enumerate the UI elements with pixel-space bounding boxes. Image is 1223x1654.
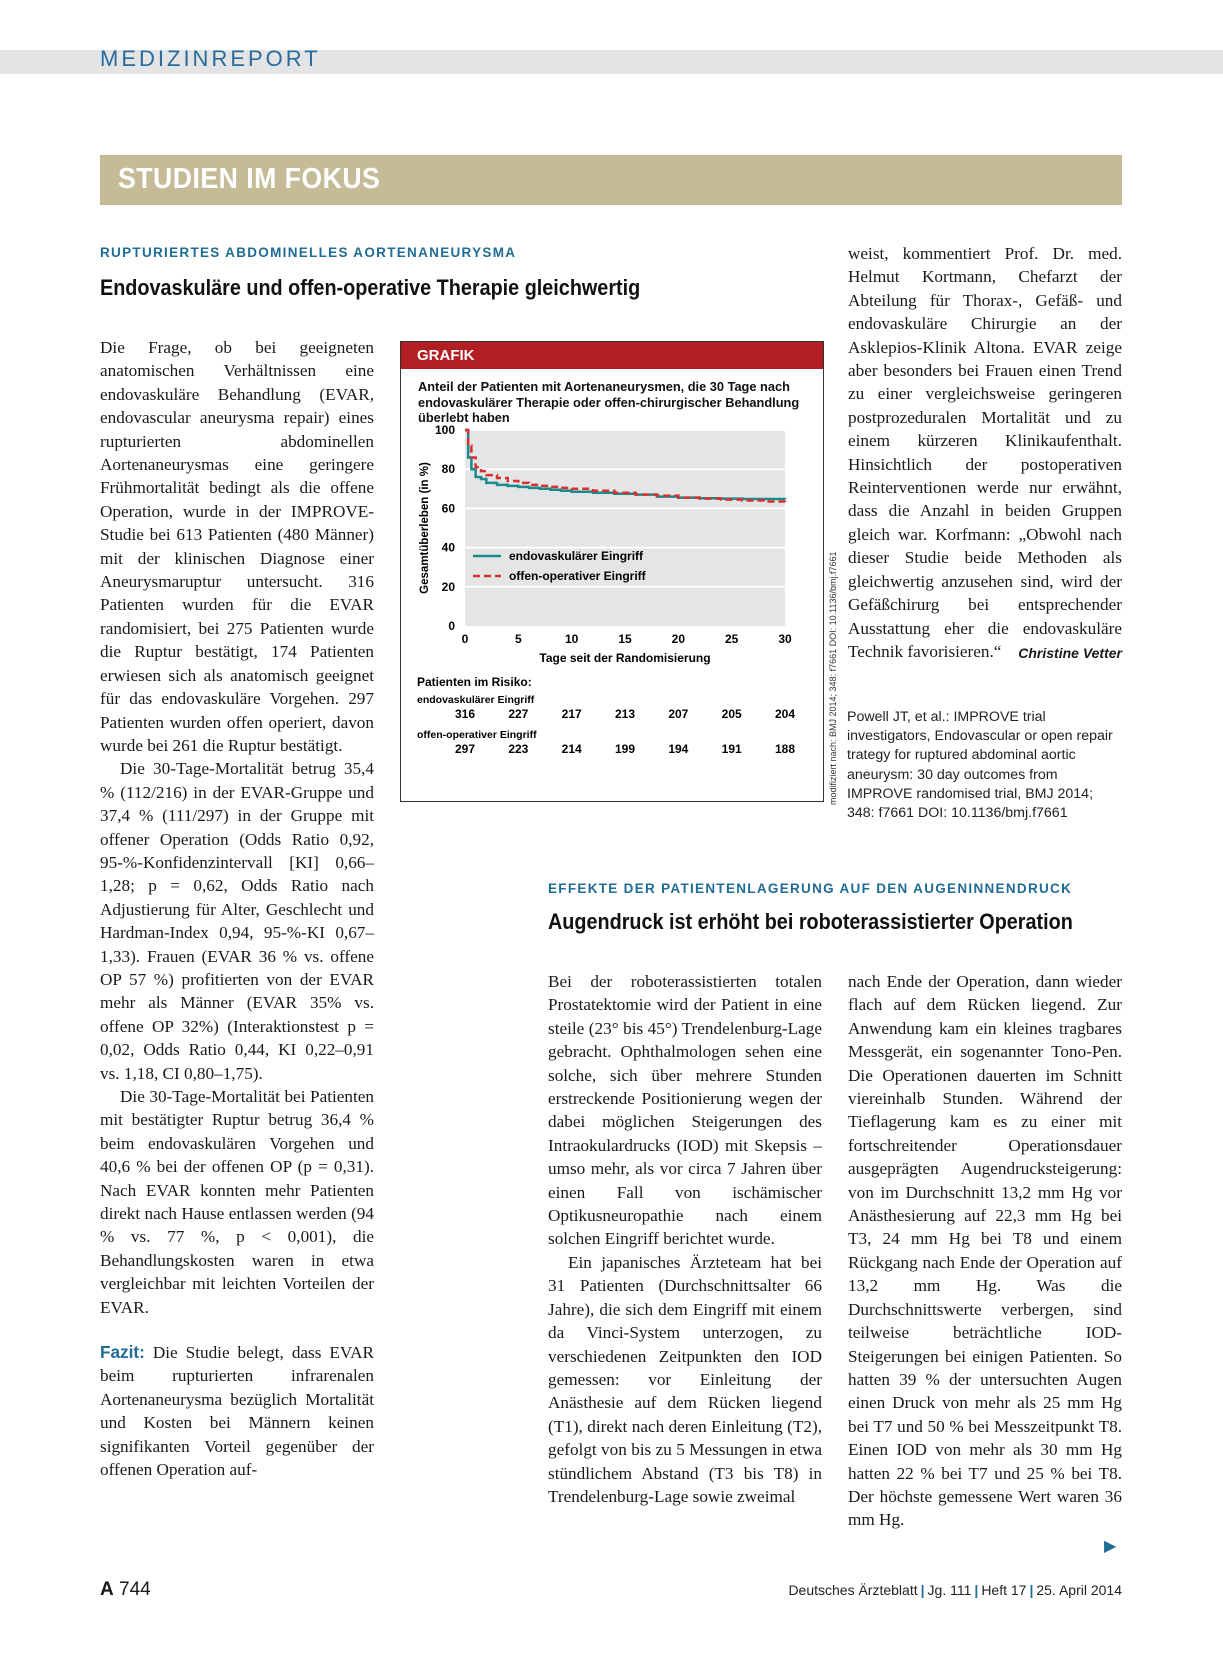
article1-paragraph: Die 30-Tage-Mortalität bei Patienten mit bestätigter Ruptur betrug 36,4 % beim endovaskulären Vorgehen und 40,6 % bei der offenen OP (p = 0,31). Nach EVAR konnten mehr Patienten direkt nach Hause entlassen werden (94 % vs. 77 %, p < 0,001), die Behandlungskosten waren in etwa vergleichbar mit leichten Vorteilen der EVAR.	[100, 1087, 374, 1317]
author: Christine Vetter	[1018, 644, 1122, 661]
fazit-text: Die Studie belegt, dass EVAR beim rupturierten infrarenalen Aortenaneurysma bezüglich Mortalität und Kosten bei Männern keinen signifikanten Vorteil gegenüber der offenen Operation auf-	[100, 1343, 374, 1480]
legend-label: offen-operativer Eingriff	[509, 569, 646, 583]
article2-paragraph: Ein japanisches Ärzteteam hat bei 31 Patienten (Durchschnittsalter 66 Jahre), die sich dem Eingriff mit einem da Vinci-System unterzogen, zu verschiedenen Zeitpunkten den IOD gemessen: vor Einleitung der Anästhesie auf dem Rücken liegend (T1), direkt nach deren Einleitung (T2), gefolgt von bis zu 5 Messungen in etwa stündlichem Abstand (T3 bis T8) in Trendelenburg-Lage sowie zweimal	[548, 1252, 822, 1506]
article1-fazit	[100, 1341, 374, 1481]
figure-credit	[828, 551, 842, 805]
x-tick-label: 15	[618, 632, 632, 646]
article2-headline: Augendruck ist erhöht bei roboterassistierter Operation	[548, 909, 1073, 934]
page-number	[100, 1579, 151, 1601]
journal-issue: Heft 17	[981, 1582, 1027, 1598]
page-number-value: 744	[119, 1579, 151, 1600]
y-tick-label: 0	[448, 619, 455, 633]
x-axis-label: Tage seit der Randomisierung	[539, 651, 711, 665]
figure-credit-text: modifiziert nach: BMJ 2014; 348: f7661 DOI: 10.1136/bmj.f7661	[828, 551, 838, 805]
risk-row-label: endovaskulärer Eingriff	[417, 694, 535, 706]
y-tick-label: 100	[434, 423, 455, 437]
y-axis-label: Gesamtüberleben (in %)	[419, 462, 431, 594]
banner-title: STUDIEN IM FOKUS	[118, 163, 381, 195]
x-tick-label: 20	[671, 632, 686, 646]
y-tick-label: 20	[441, 579, 455, 594]
risk-value: 194	[668, 742, 689, 756]
article2-right-column	[848, 970, 1122, 1532]
article1-paragraph: Die 30-Tage-Mortalität betrug 35,4 % (112/216) in der EVAR-Gruppe und 37,4 % (111/297) in der Gruppe mit offener Operation (Odds Ratio 0,92, 95-%-Konfidenzintervall [KI] 0,66–1,28; p = 0,62, Odds Ratio nach Adjustierung für Alter, Geschlecht und Hardman-Index 0,94, 95-%-KI 0,67–1,33). Frauen (EVAR 36 % vs. offene OP 57 %) profitierten von der EVAR mehr als Männer (EVAR 35% vs. offene OP 32%) (Interaktionstest p = 0,02, Odds Ratio 0,44, KI 0,22–0,91 vs. 1,18, CI 0,80–1,75).	[100, 759, 374, 1083]
article2-left-column	[548, 970, 822, 1508]
x-tick-label: 10	[564, 632, 579, 646]
article2-paragraph: Bei der roboterassistierten totalen Prostatektomie wird der Patient in eine steile (23° bis 45°) Trendelenburg-Lage gebracht. Ophthalmologen sehen eine solche, sich über mehrere Stunden erstreckende Positionierung wegen der dabei möglichen Steigerungen des Intraokulardrucks (IOD) mit Skepsis – umso mehr, als vor circa 7 Jahren über einen Fall von ischämischer Optikusneuropathie nach einem solchen Eingriff berichtet wurde.	[548, 972, 822, 1249]
risk-value: 191	[721, 742, 742, 756]
x-tick-label: 0	[461, 632, 469, 646]
x-tick-label: 25	[724, 632, 739, 646]
risk-value: 188	[774, 742, 796, 756]
risk-value: 199	[614, 742, 636, 756]
risk-value: 214	[561, 742, 582, 756]
risk-value: 223	[508, 742, 529, 756]
journal-name: Deutsches Ärzteblatt	[788, 1582, 918, 1598]
survival-chart	[401, 342, 823, 801]
article2-paragraph: nach Ende der Operation, dann wieder flach auf dem Rücken liegend. Zur Anwendung kam ein kleines tragbares Messgerät, ein sogenannter Tono-Pen. Die Operationen dauerten im Schnitt viereinhalb Stunden. Während der Tieflagerung kam es zu einer mit fortschreitender Operationsdauer ausgeprägten Augendrucksteigerung: von im Durchschnitt 13,2 mm Hg vor Anästhesierung auf 22,3 mm Hg bei T3, 24 mm Hg bei T8 und einem Rückgang nach Ende der Operation auf 13,2 mm Hg. Was die Durchschnittswerte verbergen, sind teilweise beträchtliche IOD-Steigerungen bei einigen Patienten. So hatten 39 % der untersuchten Augen einen Druck von mehr als 25 mm Hg bei T7 und 50 % bei Messzeitpunkt T8. Einen IOD von mehr als 30 mm Hg hatten 22 % bei T7 und 25 % bei T8. Der höchste gemessene Wert waren 36 mm Hg.	[848, 972, 1122, 1530]
risk-value: 205	[721, 707, 742, 721]
journal-footer: Deutsches Ärzteblatt | Jg. 111 | Heft 17 | 25. April 2014	[788, 1582, 1122, 1598]
y-tick-label: 40	[441, 540, 455, 555]
risk-row-label: offen-operativer Eingriff	[417, 729, 537, 741]
risk-value: 217	[561, 707, 582, 721]
risk-value: 316	[454, 707, 476, 721]
x-tick-label: 5	[514, 632, 522, 646]
figure-box	[400, 341, 824, 802]
section-label: MEDIZINREPORT	[100, 46, 321, 71]
section-banner	[100, 155, 1122, 205]
figure-label: GRAFIK	[417, 347, 475, 364]
risk-value: 297	[454, 742, 476, 756]
article1-left-column	[100, 336, 374, 1482]
fazit-label: Fazit:	[100, 1342, 145, 1363]
article1-right-text	[848, 242, 1122, 663]
risk-value: 204	[774, 707, 796, 721]
article2-kicker: EFFEKTE DER PATIENTENLAGERUNG AUF DEN AUGENINNENDRUCK	[548, 881, 1073, 896]
y-tick-label: 80	[441, 462, 455, 477]
article1-right-paragraph: weist, kommentiert Prof. Dr. med. Helmut Kortmann, Chefarzt der Abteilung für Thorax-, Gefäß- und endovaskuläre Chirurgie an der Asklepios-Klinik Altona. EVAR zeige aber besonders bei Frauen einen Trend zu einer vergleichsweise geringeren postprozeduralen Mortalität und zu einem kürzeren Klinikaufenthalt. Hinsichtlich der postoperativen Reinterventionen werde nur erwähnt, dass die Anzahl in beiden Gruppen gleich war. Korfmann: „Obwohl nach dieser Studie beide Methoden als gleichwertig anzusehen sind, wird der Gefäßchirurg bei entsprechender Ausstattung eher die endovaskuläre Technik favorisieren.“	[848, 244, 1122, 661]
source-citation: Powell JT, et al.: IMPROVE trial investigators, Endovascular or open repair trategy for ruptured abdominal aortic aneurysm: 30 day outcomes from IMPROVE randomised trial, BMJ 2014; 348: f7661 DOI: 10.1136/bmj.f7661	[847, 709, 1113, 822]
article1-headline: Endovaskuläre und offen-operative Therapie gleichwertig	[100, 275, 641, 300]
article1-paragraph: Die Frage, ob bei geeigneten anatomischen Verhältnissen eine endovaskuläre Behandlung (EVAR, endovascular aneurysma repair) eines rupturierten abdominellen Aortenaneurysmas eine geringere Frühmortalität bedingt als die offene Operation, wurde in der IMPROVE-Studie bei 613 Patienten (480 Männer) mit der klinischen Diagnose einer Aneurysmaruptur untersucht. 316 Patienten wurden für die EVAR randomisiert, bei 275 Patienten wurde die Ruptur bestätigt, 174 Patienten erwiesen sich als anatomisch geeignet für das endovaskuläre Vorgehen. 297 Patienten wurden offen operiert, davon wurde bei 261 die Ruptur bestätigt.	[100, 338, 374, 755]
plot-area	[465, 430, 785, 626]
x-tick-label: 30	[778, 632, 792, 646]
article1-kicker: RUPTURIERTES ABDOMINELLES AORTENANEURYSMA	[100, 245, 517, 260]
risk-value: 213	[614, 707, 636, 721]
journal-date: 25. April 2014	[1036, 1582, 1122, 1598]
chart-title: Anteil der Patienten mit Aortenaneurysmen, die 30 Tage nach endovaskulärer Therapie oder offen-chirurgischer Behandlung überlebt haben	[418, 379, 800, 426]
journal-volume: Jg. 111	[927, 1582, 972, 1598]
article1-right-column	[848, 242, 1122, 665]
page-prefix: A	[100, 1579, 114, 1600]
legend-label: endovaskulärer Eingriff	[509, 549, 644, 563]
risk-value: 227	[508, 707, 529, 721]
risk-value: 207	[668, 707, 689, 721]
risk-title: Patienten im Risiko:	[417, 675, 532, 689]
y-tick-label: 60	[441, 501, 455, 516]
continue-arrow-icon: ▶	[1104, 1536, 1117, 1555]
